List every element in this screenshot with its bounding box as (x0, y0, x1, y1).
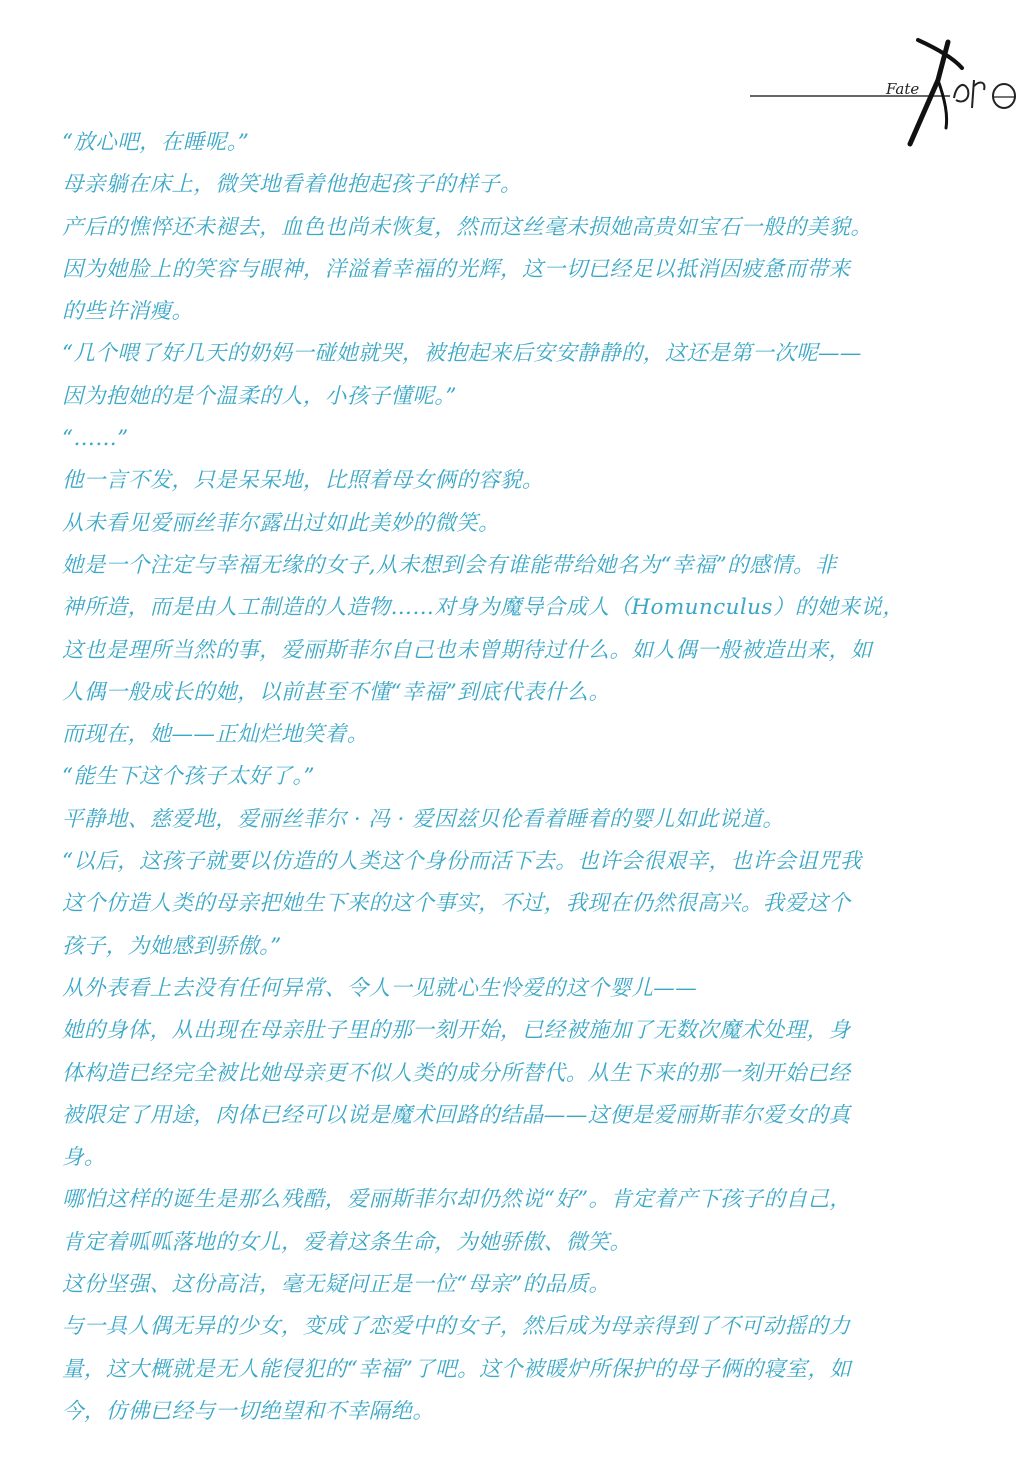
text-line: “几个喂了好几天的奶妈一碰她就哭，被抱起来后安安静静的，这还是第一次呢—— (62, 341, 862, 367)
text-line: “以后，这孩子就要以仿造的人类这个身份而活下去。也许会很艰辛，也许会诅咒我 (62, 849, 862, 875)
text-line: 母亲躺在床上，微笑地看着他抱起孩子的样子。 (62, 172, 522, 198)
text-line: 人偶一般成长的她，以前甚至不懂“幸福”到底代表什么。 (62, 679, 611, 705)
text-line: 因为抱她的是个温柔的人，小孩子懂呢。” (62, 383, 457, 409)
text-line: 因为她脸上的笑容与眼神，洋溢着幸福的光辉，这一切已经足以抵消因疲惫而带来 (62, 256, 851, 282)
text-line: 被限定了用途，肉体已经可以说是魔术回路的结晶——这便是爱丽斯菲尔爱女的真 (62, 1102, 851, 1128)
text-line: 这份坚强、这份高洁，毫无疑问正是一位“母亲”的品质。 (62, 1272, 611, 1298)
text-line: 肯定着呱呱落地的女儿，爱着这条生命，为她骄傲、微笑。 (62, 1229, 632, 1255)
logo-wordmark-small: Fate (886, 80, 920, 98)
text-line: 而现在，她——正灿烂地笑着。 (62, 722, 369, 748)
text-line: 体构造已经完全被比她母亲更不似人类的成分所替代。从生下来的那一刻开始已经 (62, 1060, 851, 1086)
text-line: 这也是理所当然的事，爱丽斯菲尔自己也未曾期待过什么。如人偶一般被造出来，如 (62, 637, 873, 663)
text-line: 产后的憔悴还未褪去，血色也尚未恢复，然而这丝毫未损她高贵如宝石一般的美貌。 (62, 214, 873, 240)
text-line: 她是一个注定与幸福无缘的女子,从未想到会有谁能带给她名为“幸福”的感情。非 (62, 552, 837, 578)
text-line: 从未看见爱丽丝菲尔露出过如此美妙的微笑。 (62, 510, 501, 536)
body-text (62, 122, 967, 1433)
text-line: 神所造，而是由人工制造的人造物……对身为魔导合成人（Homunculus）的她来说， (62, 595, 905, 621)
text-line: 今，仿佛已经与一切绝望和不幸隔绝。 (62, 1398, 435, 1424)
text-line: 的些许消瘦。 (62, 299, 194, 325)
text-line: 孩子，为她感到骄傲。” (62, 933, 282, 959)
text-line: 量，这大概就是无人能侵犯的“幸福”了吧。这个被暖炉所保护的母子俩的寝室，如 (62, 1356, 852, 1382)
text-line: 平静地、慈爱地，爱丽丝菲尔 · 冯 · 爱因兹贝伦看着睡着的婴儿如此说道。 (62, 806, 785, 832)
text-line: “……” (62, 426, 129, 452)
text-line: “放心吧，在睡呢。” (62, 130, 250, 155)
text-line: 他一言不发，只是呆呆地，比照着母女俩的容貌。 (62, 468, 544, 494)
text-line: 身。 (62, 1145, 106, 1171)
text-line: 与一具人偶无异的少女，变成了恋爱中的女子，然后成为母亲得到了不可动摇的力 (62, 1314, 851, 1340)
text-line: 哪怕这样的诞生是那么残酷，爱丽斯菲尔却仍然说“好”。肯定着产下孩子的自己， (62, 1187, 852, 1213)
text-line: 从外表看上去没有任何异常、令人一见就心生怜爱的这个婴儿—— (62, 975, 698, 1001)
text-line: 这个仿造人类的母亲把她生下来的这个事实，不过，我现在仍然很高兴。我爱这个 (62, 891, 851, 917)
text-line: “能生下这个孩子太好了。” (62, 764, 315, 790)
text-line: 她的身体，从出现在母亲肚子里的那一刻开始，已经被施加了无数次魔术处理，身 (62, 1018, 851, 1044)
